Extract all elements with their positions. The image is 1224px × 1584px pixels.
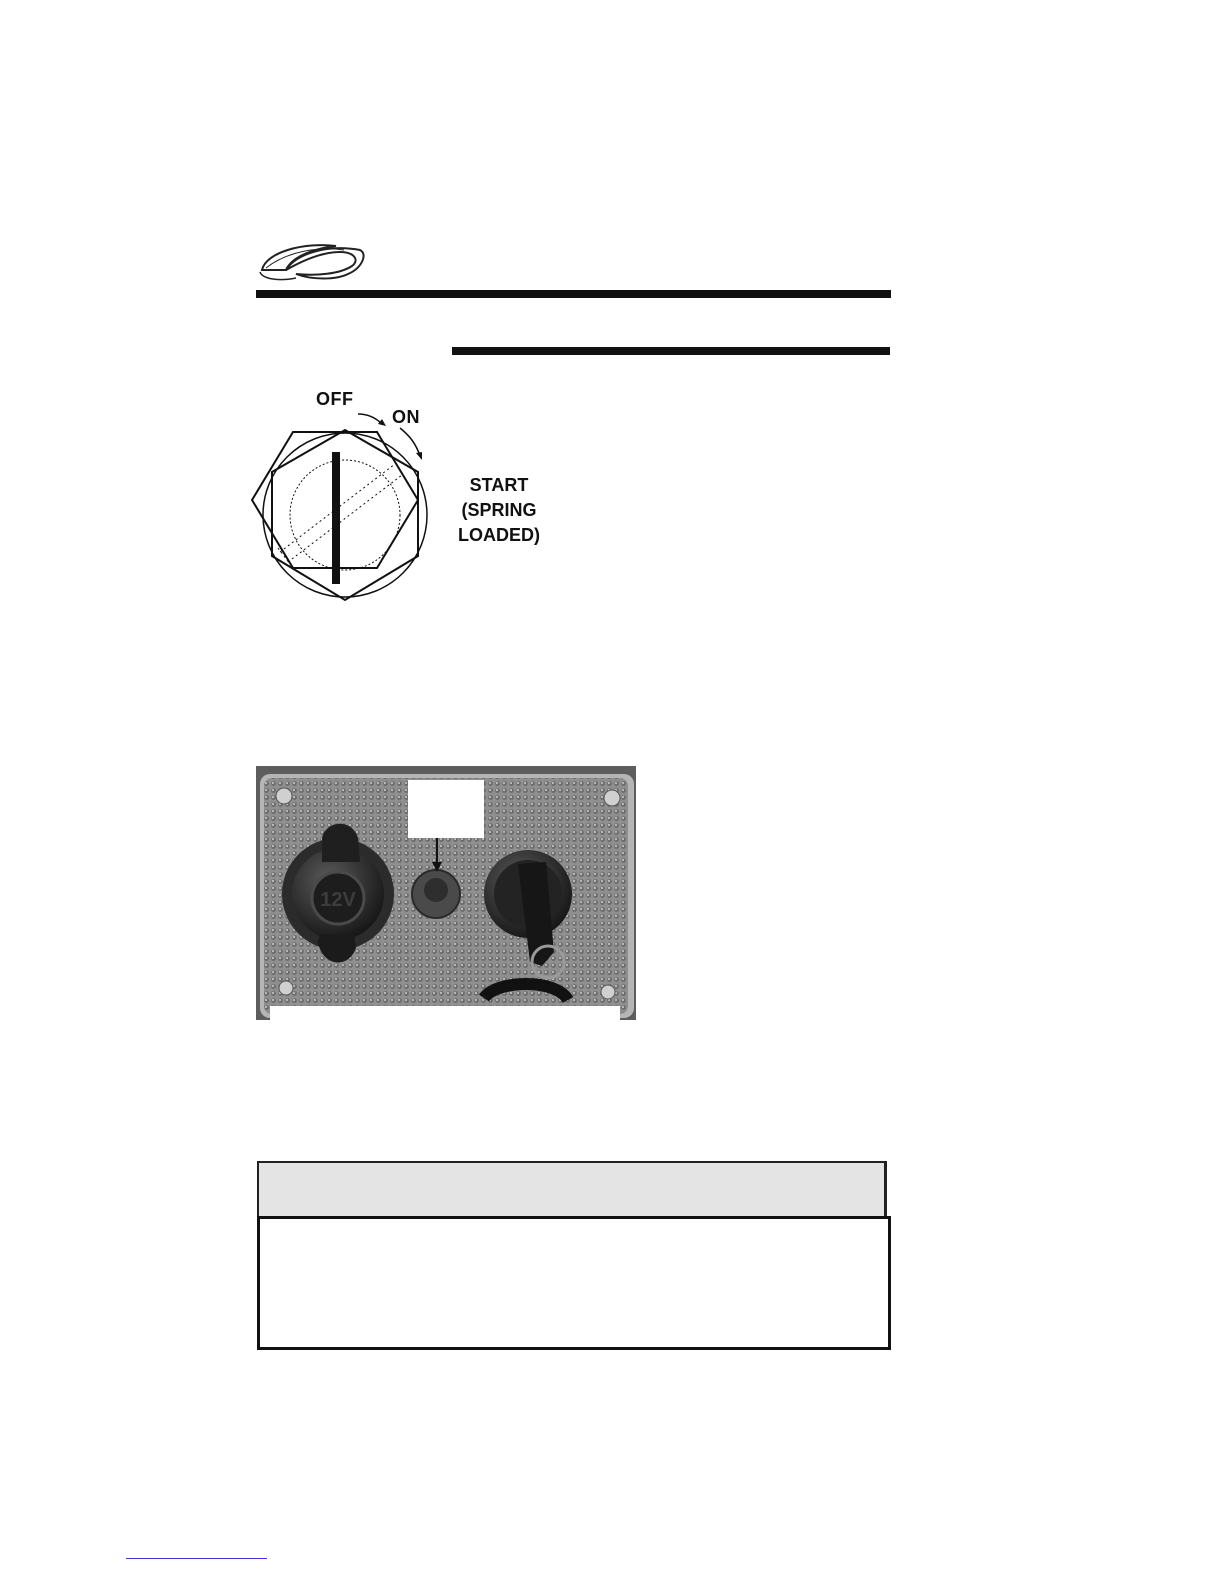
svg-text:12V: 12V xyxy=(320,889,356,911)
brand-logo-icon xyxy=(256,240,368,284)
footer-link[interactable] xyxy=(126,1558,267,1559)
start-label-line1: START xyxy=(469,475,529,495)
start-label-line2: (SPRING xyxy=(461,500,537,520)
off-position-label: OFF xyxy=(316,389,354,409)
on-position-label: ON xyxy=(392,407,420,427)
start-position-label xyxy=(458,473,540,548)
button-icon xyxy=(412,870,460,918)
start-label-line3: LOADED) xyxy=(458,525,540,545)
section-rule xyxy=(452,347,890,355)
caution-box-header xyxy=(257,1161,887,1217)
caution-box-body xyxy=(257,1216,891,1350)
control-panel-photo xyxy=(256,766,636,1020)
header-rule xyxy=(256,290,891,298)
